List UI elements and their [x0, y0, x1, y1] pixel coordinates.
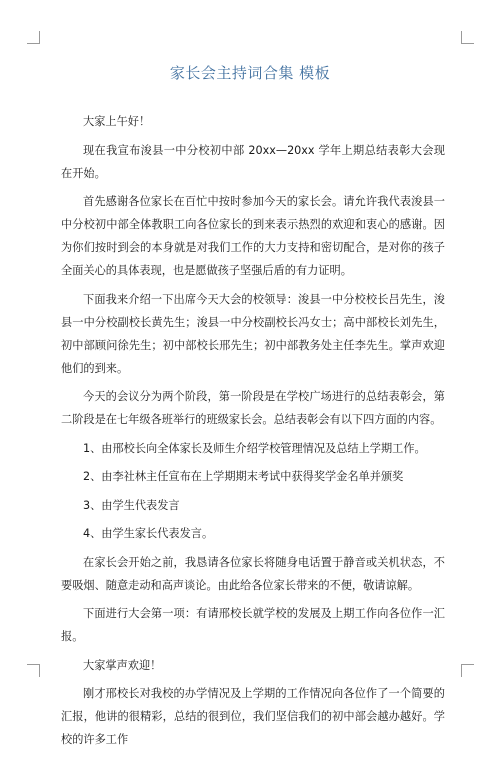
- crop-mark-bottom-left: [27, 664, 40, 677]
- crop-mark-top-right: [461, 31, 474, 44]
- document-title: 家长会主持词合集 模板: [169, 64, 331, 82]
- paragraph-opening: 现在我宣布浚县一中分校初中部 20xx—20xx 学年上期总结表彰大会现在开始。: [61, 143, 445, 180]
- paragraph-applause: 大家掌声欢迎！: [83, 658, 162, 672]
- agenda-item-2: 2、由李社林主任宣布在上学期期末考试中获得奖学金名单并颁奖: [83, 470, 404, 483]
- paragraph-notice: 在家长会开始之前，我恳请各位家长将随身电话置于静音或关机状态，不要吸烟、随意走动和高声谈论。由此给各位家长带来的不便，敬请谅解。: [61, 555, 445, 592]
- agenda-item-3: 3、由学生代表发言: [83, 498, 180, 512]
- paragraph-introductions: 下面我来介绍一下出席今天大会的校领导：浚县一中分校校长吕先生，浚县一中分校副校长黄先生；浚县一中分校副校长冯女士；高中部校长刘先生，初中部顾问徐先生；初中部校长邢先生；初中部教务处主任李先生。掌声欢迎他们的到来。: [61, 292, 445, 375]
- paragraph-summary: 刚才邢校长对我校的办学情况及上学期的工作情况向各位作了一个简要的汇报，他讲的很精彩，总结的很到位，我们坚信我们的初中部会越办越好。学校的许多工作: [61, 687, 445, 746]
- paragraph-greeting: 大家上午好！: [83, 115, 151, 128]
- paragraph-first-item: 下面进行大会第一项：有请邢校长就学校的发展及上期工作向各位作一汇报。: [61, 607, 445, 643]
- paragraph-agenda: 今天的会议分为两个阶段，第一阶段是在学校广场进行的总结表彰会，第二阶段是在七年级各班举行的班级家长会。总结表彰会有以下四方面的内容。: [61, 390, 445, 426]
- crop-mark-bottom-right: [461, 664, 474, 677]
- agenda-item-4: 4、由学生家长代表发言。: [83, 527, 214, 540]
- paragraph-thanks: 首先感谢各位家长在百忙中按时参加今天的家长会。请允许我代表浚县一中分校初中部全体教职工向各位家长的到来表示热烈的欢迎和衷心的感谢。因为你们按时到会的本身就是对我们工作的大力支持和密切配合，是对你的孩子全面关心的具体表现，也是愿做孩子坚强后盾的有力证明。: [61, 195, 445, 277]
- agenda-item-1: 1、由邢校长向全体家长及师生介绍学校管理情况及总结上学期工作。: [83, 441, 426, 455]
- crop-mark-top-left: [27, 31, 40, 44]
- document-body: [61, 110, 445, 757]
